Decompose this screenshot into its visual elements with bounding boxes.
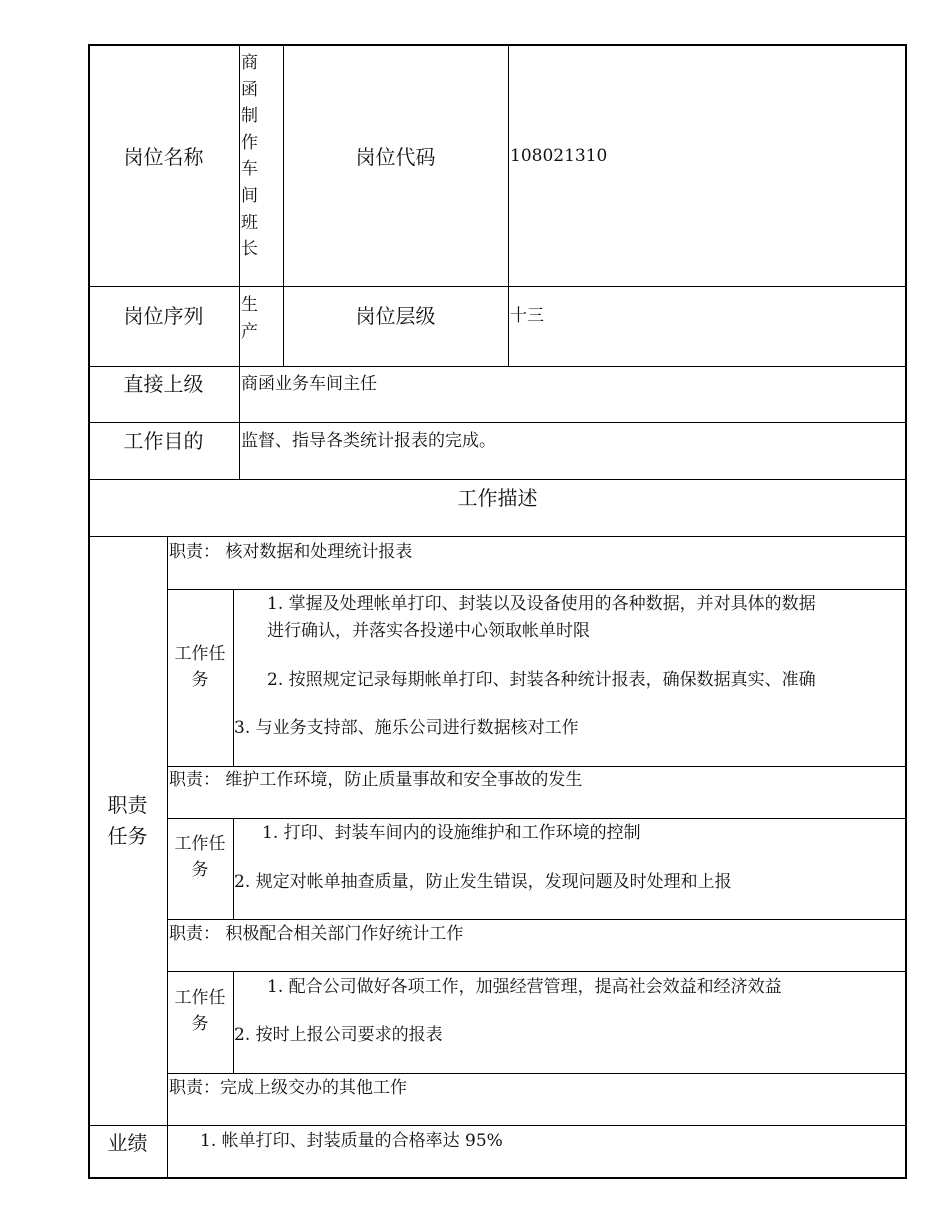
post-series-value: 生产	[241, 295, 258, 342]
duty1-task1-line2: 进行确认，并落实各投递中心领取帐单时限	[267, 621, 590, 641]
row-divider	[88, 1125, 907, 1126]
duty4-title: 职责：完成上级交办的其他工作	[169, 1078, 407, 1098]
row-divider	[88, 286, 907, 287]
post-series-label: 岗位序列	[123, 304, 204, 328]
row-divider	[167, 766, 907, 767]
row-divider	[167, 971, 907, 972]
col-divider	[167, 536, 168, 1179]
col-divider	[233, 818, 234, 919]
duty3-task2: 2. 按时上报公司要求的报表	[234, 1025, 443, 1045]
col-divider	[239, 44, 240, 479]
task-label-line1: 工作任	[174, 834, 226, 854]
superior-value: 商函业务车间主任	[241, 374, 377, 394]
superior-label: 直接上级	[123, 372, 204, 396]
description-title: 工作描述	[457, 486, 538, 510]
duty1-task1-line1: 1. 掌握及处理帐单打印、封装以及设备使用的各种数据，并对具体的数据	[267, 594, 816, 614]
row-divider	[167, 919, 907, 920]
duty1-task2: 2. 按照规定记录每期帐单打印、封装各种统计报表，确保数据真实、准确	[267, 670, 816, 690]
duty3-title: 职责： 积极配合相关部门作好统计工作	[169, 924, 464, 944]
duty3-task1: 1. 配合公司做好各项工作，加强经营管理，提高社会效益和经济效益	[267, 977, 782, 997]
duty2-task1: 1. 打印、封装车间内的设施维护和工作环境的控制	[262, 823, 641, 843]
row-divider	[88, 422, 907, 423]
col-divider	[233, 589, 234, 766]
duties-label-line2: 任务	[107, 824, 148, 848]
purpose-value: 监督、指导各类统计报表的完成。	[241, 431, 496, 451]
task-label-line2: 务	[191, 860, 209, 880]
task-label-line1: 工作任	[174, 988, 226, 1008]
row-divider	[88, 479, 907, 480]
row-divider	[167, 1073, 907, 1074]
row-divider	[167, 818, 907, 819]
task-label-line1: 工作任	[174, 644, 226, 664]
task-label-line2: 务	[191, 1014, 209, 1034]
row-divider	[88, 366, 907, 367]
post-level-label: 岗位层级	[355, 304, 436, 328]
post-code-value: 108021310	[510, 146, 608, 166]
row-divider	[88, 536, 907, 537]
col-divider	[508, 44, 509, 366]
duty2-title: 职责： 维护工作环境，防止质量事故和安全事故的发生	[169, 770, 583, 790]
purpose-label: 工作目的	[123, 429, 204, 453]
performance-item1: 1. 帐单打印、封装质量的合格率达 95%	[200, 1131, 503, 1151]
col-divider	[233, 971, 234, 1073]
task-label-line2: 务	[191, 670, 209, 690]
duty2-task2: 2. 规定对帐单抽查质量，防止发生错误，发现问题及时处理和上报	[234, 872, 732, 892]
row-divider	[167, 589, 907, 590]
post-code-label: 岗位代码	[355, 145, 436, 169]
duties-label-line1: 职责	[107, 793, 148, 817]
post-name-value: 商函制作车间班长	[241, 53, 258, 260]
performance-label: 业绩	[107, 1131, 148, 1155]
duty1-title: 职责： 核对数据和处理统计报表	[169, 542, 413, 562]
duty1-task3: 3. 与业务支持部、施乐公司进行数据核对工作	[234, 718, 579, 738]
post-level-value: 十三	[510, 306, 544, 326]
post-name-label: 岗位名称	[123, 145, 204, 169]
